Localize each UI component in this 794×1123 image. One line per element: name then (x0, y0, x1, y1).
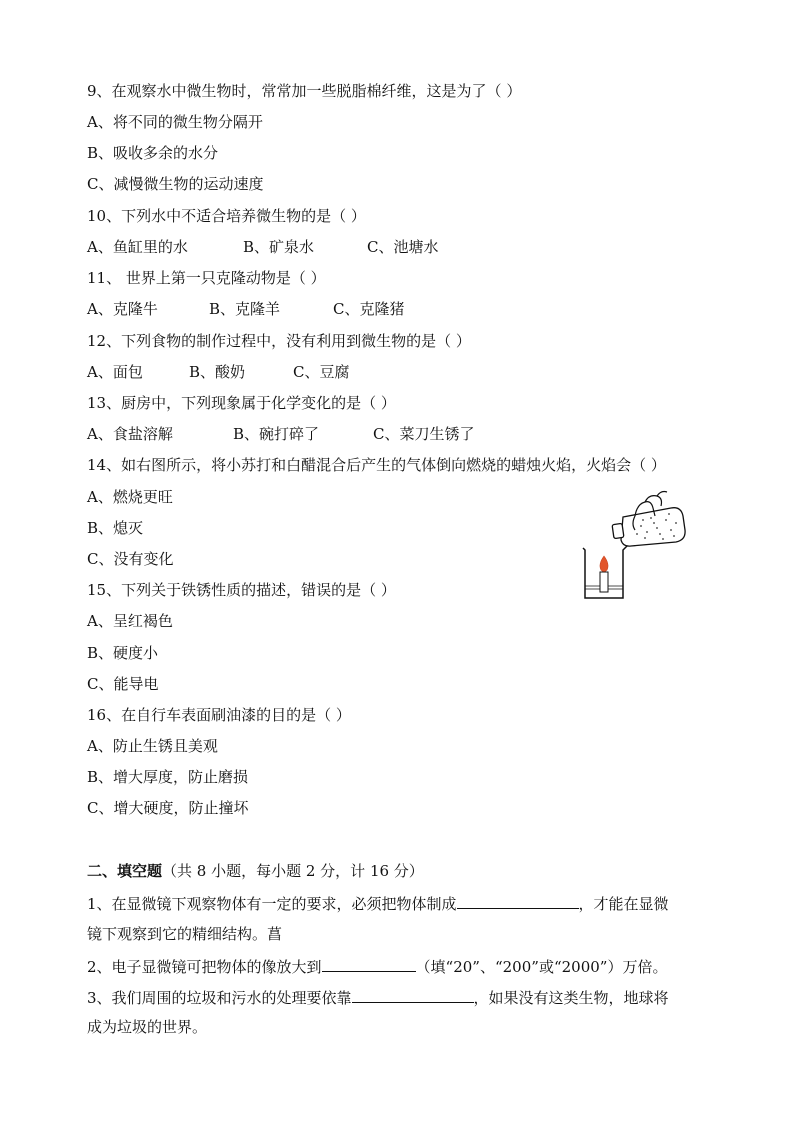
question-10-option-b: B、矿泉水 (243, 238, 315, 256)
question-12-stem: 12、下列食物的制作过程中，没有利用到微生物的是（ ） (87, 332, 471, 350)
fill-question-3 (87, 986, 669, 1008)
question-13-option-b: B、碗打碎了 (233, 425, 320, 443)
question-11-options (87, 299, 404, 319)
question-11-stem: 11、 世界上第一只克隆动物是（ ） (87, 269, 326, 287)
question-13-stem: 13、厨房中，下列现象属于化学变化的是（ ） (87, 394, 396, 412)
question-13-option-c: C、菜刀生锈了 (373, 425, 475, 443)
question-12-option-b: B、酸奶 (189, 363, 246, 381)
beaker-illustration (583, 546, 627, 598)
fill-question-3-continuation: 成为垃圾的世界。 (87, 1018, 208, 1036)
fill-question-3-part1: 3、我们周围的垃圾和污水的处理要依靠 (87, 989, 352, 1007)
question-14-option-a: A、燃烧更旺 (87, 488, 173, 506)
question-14-option-c: C、没有变化 (87, 550, 174, 568)
fill-blank-1 (457, 892, 579, 909)
question-11-option-b: B、克隆羊 (209, 300, 281, 318)
question-14-option-b: B、熄灭 (87, 519, 144, 537)
question-16-option-c: C、增大硬度，防止撞坏 (87, 799, 249, 817)
question-11-option-a: A、克隆牛 (87, 300, 158, 318)
question-15-option-b: B、硬度小 (87, 644, 159, 662)
question-12-options (87, 362, 349, 382)
fill-question-1 (87, 892, 669, 914)
question-10-options (87, 237, 438, 257)
question-13-options (87, 424, 474, 444)
question-12-option-a: A、面包 (87, 363, 143, 381)
fill-question-1-part1: 1、在显微镜下观察物体有一定的要求，必须把物体制成 (87, 895, 457, 913)
fill-question-2-part1: 2、电子显微镜可把物体的像放大到 (87, 958, 322, 976)
question-11-option-c: C、克隆猪 (333, 300, 405, 318)
question-16-option-b: B、增大厚度，防止磨损 (87, 768, 249, 786)
question-13-option-a: A、食盐溶解 (87, 425, 173, 443)
fill-blank-2 (322, 955, 416, 972)
question-16-stem: 16、在自行车表面刷油漆的目的是（ ） (87, 706, 351, 724)
question-15-option-a: A、呈红褐色 (87, 612, 173, 630)
fill-question-1-part2: ，才能在显微 (578, 895, 669, 913)
section-2-heading (87, 861, 424, 881)
question-15-stem: 15、下列关于铁锈性质的描述，错误的是（ ） (87, 581, 396, 599)
fill-question-2 (87, 955, 667, 977)
fill-question-1-continuation: 镜下观察到它的精细结构。菖 (87, 925, 283, 943)
candle-beaker-figure (575, 490, 690, 605)
question-9-option-c: C、减慢微生物的运动速度 (87, 175, 264, 193)
section-2-info: （共 8 小题，每小题 2 分，计 16 分） (162, 862, 424, 880)
question-10-option-c: C、池塘水 (367, 238, 439, 256)
section-2-title: 二、填空题 (87, 862, 163, 880)
question-9-option-a: A、将不同的微生物分隔开 (87, 113, 263, 131)
bottle-illustration (612, 508, 685, 546)
question-9-option-b: B、吸收多余的水分 (87, 144, 219, 162)
question-16-option-a: A、防止生锈且美观 (87, 737, 218, 755)
question-15-option-c: C、能导电 (87, 675, 159, 693)
question-10-stem: 10、下列水中不适合培养微生物的是（ ） (87, 207, 366, 225)
fill-question-3-part2: ，如果没有这类生物，地球将 (473, 989, 669, 1007)
question-14-stem: 14、如右图所示，将小苏打和白醋混合后产生的气体倒向燃烧的蜡烛火焰，火焰会（ ） (87, 456, 666, 474)
fill-question-2-part2: （填“20”、“200”或“2000”）万倍。 (415, 958, 668, 976)
question-9-stem: 9、在观察水中微生物时，常常加一些脱脂棉纤维，这是为了（ ） (87, 82, 522, 100)
question-10-option-a: A、鱼缸里的水 (87, 238, 188, 256)
question-12-option-c: C、豆腐 (293, 363, 350, 381)
fill-blank-3 (352, 986, 474, 1003)
